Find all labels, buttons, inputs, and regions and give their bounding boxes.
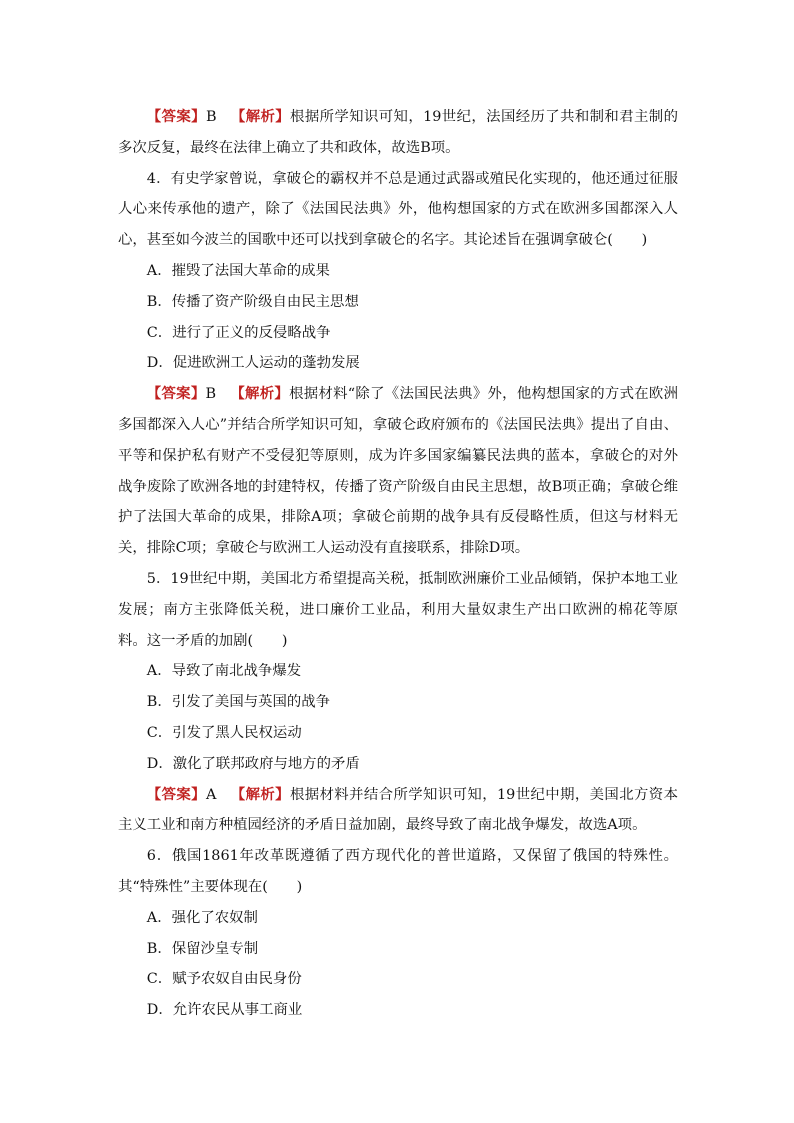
answer-letter: B: [205, 109, 217, 125]
option-c-q4: C．进行了正义的反侵略战争: [146, 324, 331, 341]
option-d-q5: D．激化了联邦政府与地方的矛盾: [146, 755, 360, 772]
option-d-q6: D．允许农民从事工商业: [146, 1002, 303, 1019]
option-b-q6: B．保留沙皇专制: [146, 940, 259, 957]
option-a-q5: A．导致了南北战争爆发: [146, 663, 302, 680]
answer-block-q5: [118, 780, 678, 842]
analysis-tag: 【解析】: [230, 785, 290, 803]
document-page: [118, 102, 678, 1026]
answer-block-q4: [118, 379, 678, 564]
option-d-q4: D．促进欧洲工人运动的蓬勃发展: [146, 355, 360, 372]
analysis-text: 根据材料并结合所学知识可知，19世纪中期，美国北方资本主义工业和南方种植园经济的矛盾日益加剧，最终导致了南北战争爆发，故选A项。: [118, 786, 678, 834]
answer-tag: 【答案】: [146, 385, 206, 403]
question-stem-q6: 6．俄国1861年改革既遵循了西方现代化的普世道路，又保留了俄国的特殊性。其“特殊性”主要体现在( ): [118, 848, 678, 895]
analysis-tag: 【解析】: [230, 108, 291, 125]
analysis-text: 根据材料“除了《法国民法典》外，他构想国家的方式在欧洲多国都深入人心”并结合所学知识可知，拿破仑政府颁布的《法国民法典》提出了自由、平等和保护私有财产不受侵犯等原则，成为许多国家编纂民法典的蓝本，拿破仑的对外战争废除了欧洲各地的封建特权，传播了资产阶级自由民主思想，故B项正确；拿破仑维护了法国大革命的成果，排除A项；拿破仑前期的战争具有反侵略性质，但这与材料无关，排除C项；拿破仑与欧洲工人运动没有直接联系，排除D项。: [118, 386, 678, 557]
option-b-q5: B．引发了美国与英国的战争: [146, 694, 331, 711]
option-c-q5: C．引发了黑人民权运动: [146, 724, 302, 741]
answer-block-q3: [118, 102, 678, 164]
analysis-text: 根据所学知识可知，19世纪，法国经历了共和制和君主制的多次反复，最终在法律上确立了共和政体，故选B项。: [118, 109, 678, 156]
question-stem-q4: 4．有史学家曾说，拿破仑的霸权并不总是通过武器或殖民化实现的，他还通过征服人心来传承他的遗产，除了《法国民法典》外，他构想国家的方式在欧洲多国都深入人心，甚至如今波兰的国歌中还可以找到拿破仑的名字。其论述旨在强调拿破仑( ): [118, 170, 678, 249]
answer-letter: A: [205, 786, 217, 803]
option-a-q4: A．摧毁了法国大革命的成果: [146, 262, 330, 279]
option-b-q4: B．传播了资产阶级自由民主思想: [146, 293, 359, 310]
question-stem-q5: 5．19世纪中期，美国北方希望提高关税，抵制欧洲廉价工业品倾销，保护本地工业发展；南方主张降低关税，进口廉价工业品，利用大量奴隶生产出口欧洲的棉花等原料。这一矛盾的加剧( ): [118, 570, 678, 649]
answer-tag: 【答案】: [146, 785, 206, 803]
answer-letter: B: [205, 386, 217, 403]
option-a-q6: A．强化了农奴制: [146, 909, 258, 926]
analysis-tag: 【解析】: [230, 385, 290, 403]
answer-tag: 【答案】: [146, 108, 206, 125]
option-c-q6: C．赋予农奴自由民身份: [146, 971, 302, 988]
